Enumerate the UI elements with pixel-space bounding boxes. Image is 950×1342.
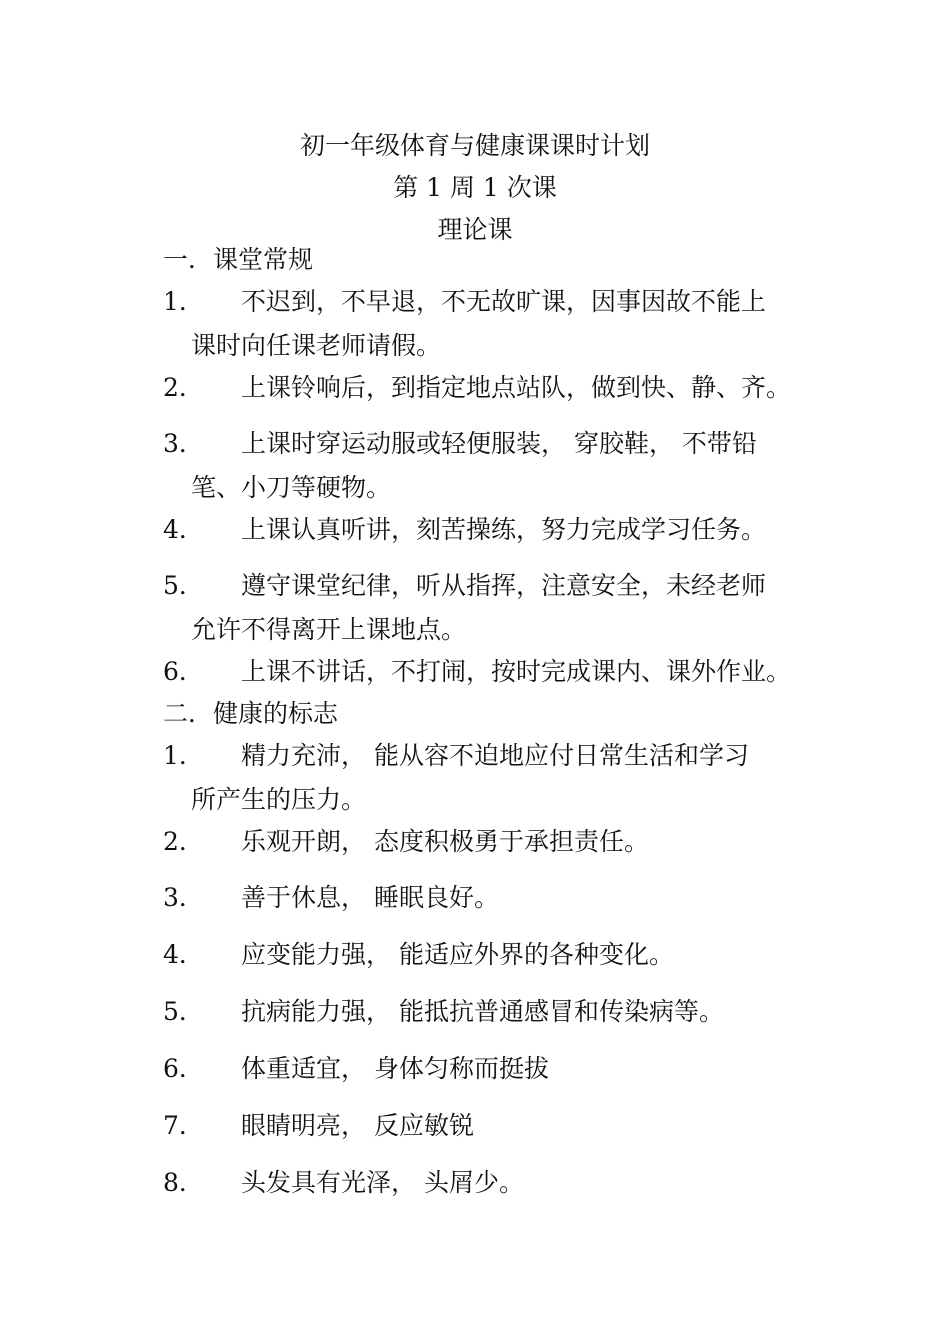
item-number: 5．	[163, 997, 204, 1026]
item-number: 6．	[163, 1054, 204, 1083]
item-number: 3．	[163, 429, 204, 458]
item-number: 8．	[163, 1168, 204, 1197]
section-heading-health-signs: 二．健康的标志	[163, 699, 339, 728]
item-text-continued: 笔、小刀等硬物。	[191, 473, 392, 502]
item-text: 应变能力强， 能适应外界的各种变化。	[241, 940, 674, 969]
document-title: 初一年级体育与健康课课时计划	[299, 131, 650, 160]
list-item	[163, 280, 813, 368]
list-item	[163, 876, 813, 920]
item-text-continued: 允许不得离开上课地点。	[191, 615, 467, 644]
item-number: 3．	[163, 883, 204, 912]
item-text: 上课时穿运动服或轻便服装， 穿胶鞋， 不带铅	[241, 429, 757, 458]
item-text-continued: 所产生的压力。	[191, 785, 367, 814]
item-number: 1．	[163, 741, 204, 770]
item-text: 遵守课堂纪律，听从指挥，注意安全，未经老师	[241, 571, 767, 600]
item-number: 2．	[163, 373, 204, 402]
item-text: 头发具有光泽， 头屑少。	[241, 1168, 524, 1197]
item-text: 上课不讲话，不打闹，按时完成课内、课外作业。	[241, 657, 792, 686]
list-item	[163, 366, 813, 410]
item-number: 7．	[163, 1111, 204, 1140]
item-text: 不迟到，不早退，不无故旷课，因事因故不能上	[241, 287, 767, 316]
list-item	[163, 990, 813, 1034]
list-item	[163, 1161, 813, 1205]
list-item	[163, 734, 813, 822]
item-text: 体重适宜， 身体匀称而挺拔	[241, 1054, 549, 1083]
list-item	[163, 422, 813, 510]
item-number: 6．	[163, 657, 204, 686]
item-number: 1．	[163, 287, 204, 316]
list-item	[163, 933, 813, 977]
list-item	[163, 508, 813, 552]
list-item	[163, 820, 813, 864]
item-text: 眼睛明亮， 反应敏锐	[241, 1111, 474, 1140]
list-item	[163, 1047, 813, 1091]
item-text: 乐观开朗， 态度积极勇于承担责任。	[241, 827, 649, 856]
item-number: 5．	[163, 571, 204, 600]
item-text: 抗病能力强， 能抵抗普通感冒和传染病等。	[241, 997, 724, 1026]
item-number: 2．	[163, 827, 204, 856]
item-number: 4．	[163, 515, 204, 544]
item-text: 上课铃响后，到指定地点站队，做到快、静、齐。	[241, 373, 792, 402]
item-text: 善于休息， 睡眠良好。	[241, 883, 499, 912]
item-text-continued: 课时向任课老师请假。	[191, 331, 442, 360]
week-lesson-label: 第 1 周 1 次课	[393, 173, 557, 202]
list-item	[163, 1104, 813, 1148]
section-heading-classroom-rules: 一．课堂常规	[163, 245, 314, 274]
lesson-type-label: 理论课	[437, 215, 513, 244]
item-text: 精力充沛， 能从容不迫地应付日常生活和学习	[241, 741, 749, 770]
item-number: 4．	[163, 940, 204, 969]
list-item	[163, 564, 813, 652]
item-text: 上课认真听讲，刻苦操练，努力完成学习任务。	[241, 515, 767, 544]
list-item	[163, 650, 813, 694]
